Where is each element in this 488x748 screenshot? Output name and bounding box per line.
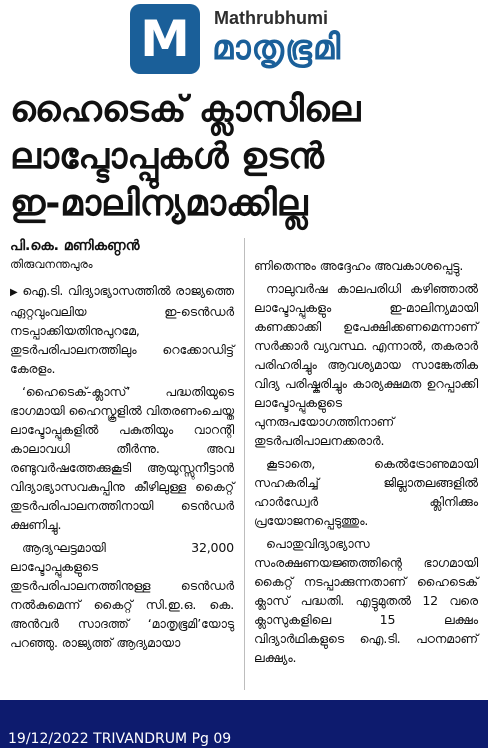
paragraph-text: ഐ.ടി. വിദ്യാഭ്യാസത്തിൽ രാജ്യത്തെ ഏറ്റവുംവലിയ ഇ-ടെൻഡർ നടപ്പാക്കിയതിനുപുറമേ, തുടർപരിപാലനത്തിലും റെക്കോഡിട്ട് കേരളം. xyxy=(10,283,234,376)
article-paragraph xyxy=(10,281,234,378)
headline: ഹൈടെക് ക്ലാസിലെ ലാപ്ടോപ്പുകൾ ഉടൻ ഇ-മാലിന്യമാക്കില്ല xyxy=(10,89,361,224)
article-paragraph: നാലുവർഷ കാലപരിധി കഴിഞ്ഞാൽ ലാപ്ടോപ്പുകളും ഇ-മാലിന്യമായി കണക്കാക്കി ഉപേക്ഷിക്കണമെന്നാണ് സർക്കാർ വ്യവസ്ഥ. എന്നാൽ, തകരാർ പരിഹരിച്ചും ആവശ്യമായ സാങ്കേതിക വിദ്യ പരിഷ്കരിച്ചും കാര്യക്ഷമത ഉറപ്പാക്കി ലാപ്ടോപ്പുകളുടെ പുനരുപയോഗത്തിനാണ് തുടർപരിപാലനക്കരാർ. xyxy=(254,281,478,448)
edition-date-page: 19/12/2022 TRIVANDRUM Pg 09 xyxy=(8,731,232,747)
article-paragraph: പൊതുവിദ്യാഭ്യാസ സംരക്ഷണയജ്ഞത്തിന്റെ ഭാഗമായി കൈറ്റ് നടപ്പാക്കുന്നതാണ് ഹൈടെക് ക്ലാസ് പദ്ധതി. എട്ടുമുതൽ 12 വരെ ക്ലാസുകളിലെ 15 ലക്ഷം വിദ്യാർഥികളുടെ ഐ.ടി. പഠനമാണ് ലക്ഷ്യം. xyxy=(254,536,478,665)
column-divider xyxy=(244,238,245,690)
brand-name-english: Mathrubhumi xyxy=(214,8,328,28)
article-column-left xyxy=(10,236,234,656)
brand-name-malayalam: മാതൃഭൂമി xyxy=(212,28,342,68)
article-paragraph: ആദ്യഘട്ടമായി 32,000 ലാപ്ടോപ്പുകളുടെ തുടർപരിപാലനത്തിനുള്ള ടെൻഡർ നൽകുമെന്ന് കൈറ്റ് സി.ഇ.ഒ. കെ. അൻവർ സാദത്ത് ‘മാതൃഭൂമി’യോടു പറഞ്ഞു. രാജ്യത്ത് ആദ്യമായാ xyxy=(10,540,234,650)
bullet-triangle-icon: ▶ xyxy=(10,287,19,298)
article-paragraph: ണിതെന്നും അദ്ദേഹം അവകാശപ്പെട്ടു. xyxy=(254,258,464,273)
article-paragraph: ‘ഹൈടെക്-ക്ലാസ്’ പദ്ധതിയുടെ ഭാഗമായി ഹൈസ്കൂളിൽ വിതരണംചെയ്ത ലാപ്ടോപ്പുകളിൽ പകുതിയും വാറന്റി കാലാവധി തീർന്നു. അവ രണ്ടുവർഷത്തേക്കുകൂടി ആയുസ്സുനീട്ടാൻ വിദ്യാഭ്യാസവകുപ്പിനു കീഴിലുള്ള കൈറ്റ് തുടർപരിപാലനത്തിനായി ടെൻഡർ ക്ഷണിച്ചു. xyxy=(10,384,234,532)
article-paragraph: കൂടാതെ, കെൽട്രോണുമായി സഹകരിച്ച് ജില്ലാതലങ്ങളിൽ ഹാർഡ്വേർ ക്ലിനിക്കും പ്രയോജനപ്പെടുത്തും. xyxy=(254,456,478,528)
dateline: തിരുവനന്തപുരം xyxy=(10,257,93,271)
masthead xyxy=(130,2,410,76)
byline: പി.കെ. മണികണ്ഠൻ xyxy=(10,238,140,254)
mathrubhumi-logo-icon xyxy=(130,4,200,74)
article-column-right xyxy=(254,256,478,671)
footer-bar xyxy=(0,700,488,748)
logo-letter: M xyxy=(140,10,190,68)
